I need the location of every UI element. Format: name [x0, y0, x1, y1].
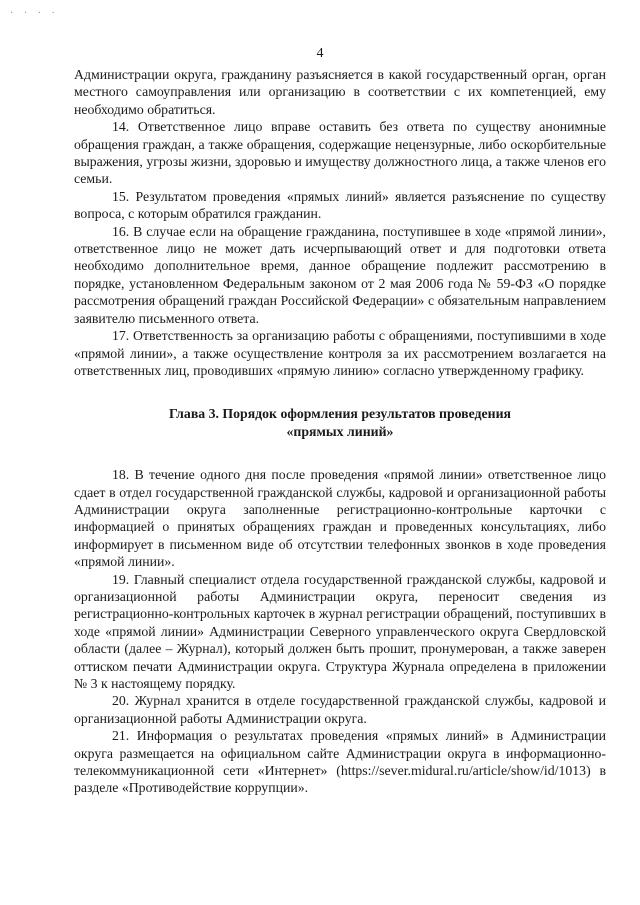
- document-body: [74, 66, 606, 797]
- page-number: 4: [316, 46, 324, 61]
- paragraph-16: 16. В случае если на обращение гражданина, поступившее в ходе «прямой линии», ответственное лицо не может дать исчерпывающий ответ и для подготовки ответа необходимо дополнительное время, данное обращение подлежит рассмотрению в порядке, установленном Федеральным законом от 2 мая 2006 года № 59-ФЗ «О порядке рассмотрения обращений граждан Российской Федерации» с обязательным направлением заявителю письменного ответа.: [74, 223, 606, 326]
- paragraph-21: 21. Информация о результатах проведения «прямых линий» в Администрации округа размещается на официальном сайте Администрации округа в информационно-телекоммуникационной сети «Интернет» (https://sever.midural.ru/article/show/id/1013) в разделе «Противодействие коррупции».: [74, 728, 606, 796]
- chapter-heading-line-2: «прямых линий»: [286, 423, 394, 439]
- paragraph-15: 15. Результатом проведения «прямых линий» является разъяснение по существу вопроса, с которым обратился гражданин.: [74, 188, 606, 222]
- chapter-heading: [74, 405, 606, 440]
- chapter-heading-line-1: Глава 3. Порядок оформления результатов проведения: [168, 406, 512, 422]
- paragraph-19: 19. Главный специалист отдела государственной гражданской службы, кадровой и организационной работы Администрации округа, переносит сведения из регистрационно-контрольных карточек в журнал регистрации обращений, поступивших в ходе «прямой линии» Администрации Северного управленческого округа Свердловской области (далее – Журнал), который должен быть прошит, пронумерован, а также заверен оттиском печати Администрации округа. Структура Журнала определена в приложении № 3 к настоящему порядку.: [74, 571, 606, 691]
- paragraph-18: 18. В течение одного дня после проведения «прямой линии» ответственное лицо сдает в отдел государственной гражданской службы, кадровой и организационной работы Администрации округа заполненные регистрационно-контрольные карточки с информацией о принятых обращениях граждан и проведенных консультациях, либо информирует в письменном виде об отсутствии телефонных звонков в ходе проведения «прямой линии».: [74, 467, 606, 570]
- scan-corner-marks: · · · ·: [10, 8, 59, 19]
- paragraph-20: 20. Журнал хранится в отделе государственной гражданской службы, кадровой и организационной работы Администрации округа.: [74, 693, 606, 726]
- paragraph-14: 14. Ответственное лицо вправе оставить без ответа по существу анонимные обращения граждан, а также обращения, содержащие нецензурные, либо оскорбительные выражения, угрозы жизни, здоровью и имуществу должностного лица, а также членов его семьи.: [74, 119, 606, 187]
- paragraph-continuation: Администрации округа, гражданину разъясняется в какой государственный орган, орган местного самоуправления или организацию в соответствии с их компетенцией, ему необходимо обратиться.: [74, 67, 606, 117]
- paragraph-17: 17. Ответственность за организацию работы с обращениями, поступившими в ходе «прямой линии», а также осуществление контроля за их рассмотрением возлагается на ответственных лиц, проводивших «прямую линию» согласно утвержденному графику.: [74, 328, 606, 378]
